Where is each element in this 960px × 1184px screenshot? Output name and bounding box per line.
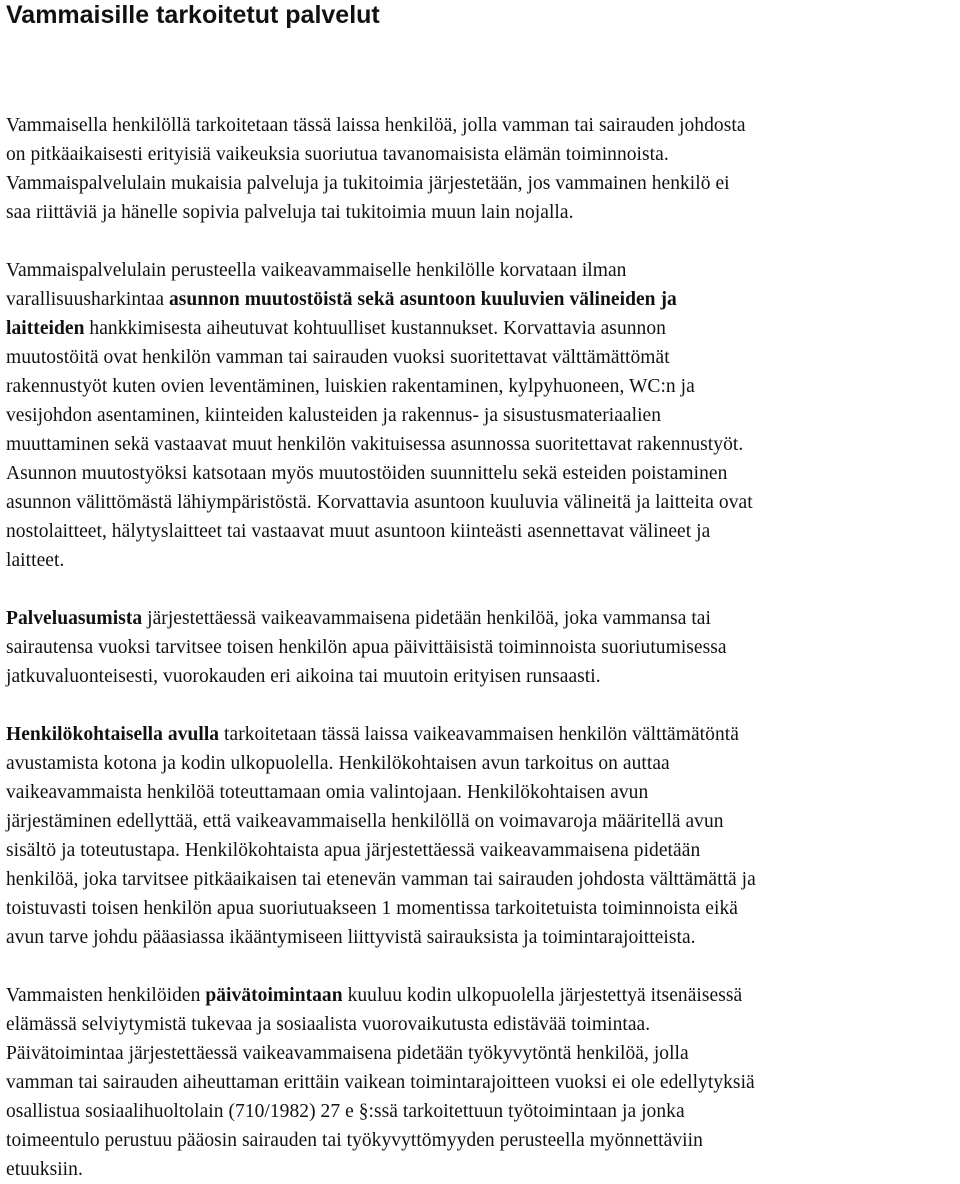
text-run: muuttaminen sekä vastaavat muut henkilön vakituisessa asunnossa suoritettavat rakennustyöt. — [6, 434, 744, 455]
text-run: Vammaispalvelulain mukaisia palveluja ja tukitoimia järjestetään, jos vammainen henkilö ei — [6, 173, 730, 194]
paragraph-day-activities — [6, 981, 958, 1184]
text-run: henkilöä, joka tarvitsee pitkäaikaisen tai etenevän vamman tai sairauden johdosta välttämättä ja — [6, 869, 756, 890]
text-run: osallistua sosiaalihuoltolain (710/1982) 27 e §:ssä tarkoitettuun työtoimintaan ja jonka — [6, 1101, 685, 1122]
text-run: avun tarve johdu pääasiassa ikääntymiseen liittyvistä sairauksista ja toimintarajoitteista. — [6, 927, 696, 948]
text-run: elämässä selviytymistä tukevaa ja sosiaalista vuorovaikutusta edistävää toimintaa. — [6, 1014, 651, 1035]
text-run: vaikeavammaista henkilöä toteuttamaan omia valintojaan. Henkilökohtaisen avun — [6, 782, 649, 803]
text-run: vamman tai sairauden aiheuttaman erittäin vaikean toimintarajoitteen vuoksi ei ole edellytyksiä — [6, 1072, 755, 1093]
bold-term: päivätoimintaan — [205, 985, 343, 1006]
text-run: kuuluu kodin ulkopuolella järjestettyä itsenäisessä — [342, 985, 743, 1006]
text-run: vesijohdon asentaminen, kiinteiden kalusteiden ja rakennus- ja sisustusmateriaalien — [6, 405, 662, 426]
text-run: Asunnon muutostyöksi katsotaan myös muutostöiden suunnittelu sekä esteiden poistaminen — [6, 463, 728, 484]
text-run: saa riittäviä ja hänelle sopivia palveluja tai tukitoimia muun lain nojalla. — [6, 202, 574, 223]
text-run: etuuksiin. — [6, 1159, 83, 1180]
document-body — [6, 111, 958, 1184]
text-run: sairautensa vuoksi tarvitsee toisen henkilön apua päivittäisistä toiminnoista suoriutumisessa — [6, 637, 727, 658]
text-run: järjestäminen edellyttää, että vaikeavammaisella henkilöllä on voimavaroja määritellä avun — [6, 811, 724, 832]
text-run: nostolaitteet, hälytyslaitteet tai vastaavat muut asuntoon kiinteästi asennettavat välineet ja — [6, 521, 711, 542]
bold-term: Palveluasumista — [6, 608, 143, 629]
text-run: rakennustyöt kuten ovien leventäminen, luiskien rakentaminen, kylpyhuoneen, WC:n ja — [6, 376, 695, 397]
text-run: Vammaisten henkilöiden — [6, 985, 206, 1006]
text-run: toimeentulo perustuu pääosin sairauden tai työkyvyttömyyden perusteella myönnettäviin — [6, 1130, 703, 1151]
text-run: Päivätoimintaa järjestettäessä vaikeavammaisena pidetään työkyvytöntä henkilöä, jolla — [6, 1043, 689, 1064]
text-run: on pitkäaikaisesti erityisiä vaikeuksia suoriutua tavanomaisista elämän toiminnoista. — [6, 144, 669, 165]
page-title: Vammaisille tarkoitetut palvelut — [6, 1, 380, 29]
text-run: hankkimisesta aiheutuvat kohtuulliset kustannukset. Korvattavia asunnon — [84, 318, 666, 339]
bold-term: asunnon muutostöistä sekä asuntoon kuuluvien välineiden ja — [168, 289, 677, 310]
text-run: varallisuusharkintaa — [6, 289, 169, 310]
text-run: sisältö ja toteutustapa. Henkilökohtaista apua järjestettäessä vaikeavammaisena pidetään — [6, 840, 701, 861]
document-page — [6, 0, 958, 1184]
text-run: muutostöitä ovat henkilön vamman tai sairauden vuoksi suoritettavat välttämättömät — [6, 347, 670, 368]
text-run: toistuvasti toisen henkilön apua suoriutuakseen 1 momentissa tarkoitetuista toiminnoista eikä — [6, 898, 738, 919]
text-run: laitteet. — [6, 550, 65, 571]
bold-term: laitteiden — [6, 318, 85, 339]
paragraph-service-housing — [6, 604, 958, 691]
text-run: asunnon välittömästä lähiympäristöstä. Korvattavia asuntoon kuuluvia välineitä ja laitteita ovat — [6, 492, 753, 513]
paragraph-housing-modifications — [6, 256, 958, 575]
text-run: tarkoitetaan tässä laissa vaikeavammaisen henkilön välttämätöntä — [219, 724, 739, 745]
paragraph-personal-assistance — [6, 720, 958, 952]
text-run: avustamista kotona ja kodin ulkopuolella. Henkilökohtaisen avun tarkoitus on auttaa — [6, 753, 670, 774]
bold-term: Henkilökohtaisella avulla — [6, 724, 220, 745]
text-run: jatkuvaluonteisesti, vuorokauden eri aikoina tai muutoin erityisen runsaasti. — [6, 666, 601, 687]
text-run: Vammaispalvelulain perusteella vaikeavammaiselle henkilölle korvataan ilman — [6, 260, 627, 281]
text-run: Vammaisella henkilöllä tarkoitetaan tässä laissa henkilöä, jolla vamman tai sairauden johdosta — [6, 115, 746, 136]
text-run: järjestettäessä vaikeavammaisena pidetään henkilöä, joka vammansa tai — [142, 608, 711, 629]
paragraph-definition — [6, 111, 958, 227]
